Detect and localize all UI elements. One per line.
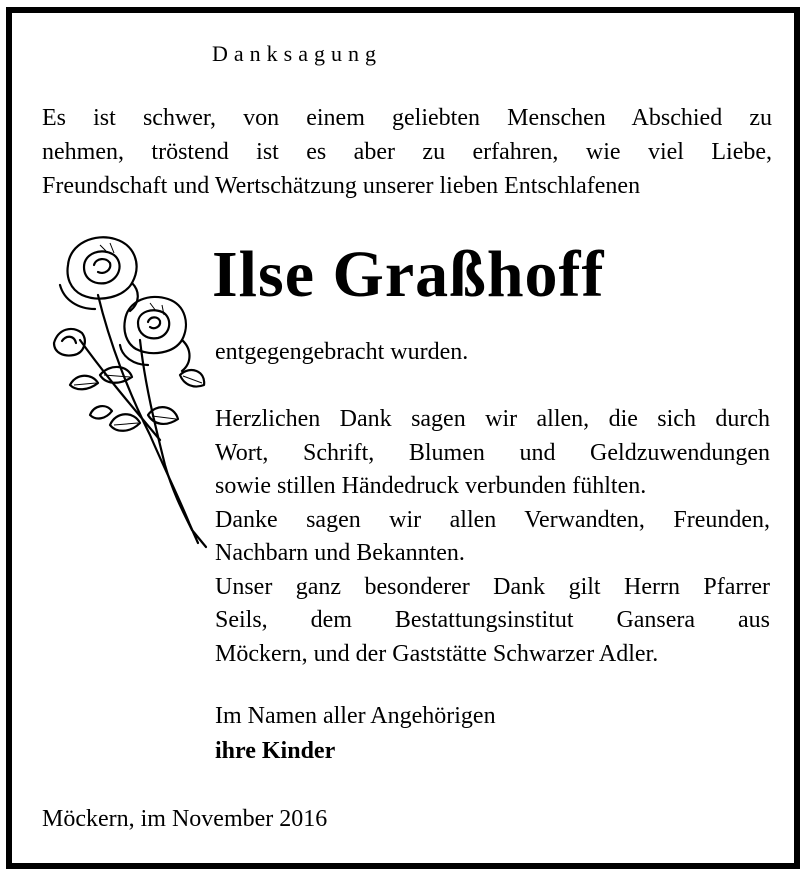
- thanks-line: Unser ganz besonderer Dank gilt Herrn Pfarrer: [215, 573, 770, 600]
- thanks-paragraph: [215, 403, 770, 671]
- place-date: Möckern, im November 2016: [42, 806, 328, 832]
- intro-line: nehmen, tröstend ist es aber zu erfahren, wie viel Liebe,: [42, 139, 772, 165]
- thanks-line: Wort, Schrift, Blumen und Geldzuwendungen: [215, 439, 770, 466]
- obituary-notice: [6, 7, 800, 869]
- notice-heading: Danksagung: [212, 41, 382, 66]
- signature-name: ihre Kinder: [215, 738, 336, 764]
- thanks-line: sowie stillen Händedruck verbunden fühlten.: [215, 473, 647, 499]
- thanks-line: Herzlichen Dank sagen wir allen, die sich durch: [215, 406, 770, 432]
- thanks-line: Seils, dem Bestattungsinstitut Gansera aus: [215, 607, 770, 633]
- signature-line: Im Namen aller Angehörigen: [215, 703, 496, 729]
- thanks-line: Nachbarn und Bekannten.: [215, 540, 465, 566]
- roses-icon: [40, 225, 215, 555]
- intro-paragraph: [42, 101, 772, 203]
- thanks-line: Danke sagen wir allen Verwandten, Freunden,: [215, 506, 770, 533]
- thanks-line: Möckern, und der Gaststätte Schwarzer Adler.: [215, 640, 659, 667]
- deceased-name: Ilse Graßhoff: [212, 238, 605, 311]
- intro-line: Freundschaft und Wertschätzung unserer lieben Entschlafenen: [42, 173, 641, 199]
- intro-line: Es ist schwer, von einem geliebten Menschen Abschied zu: [42, 105, 772, 131]
- after-name-text: entgegengebracht wurden.: [215, 339, 469, 365]
